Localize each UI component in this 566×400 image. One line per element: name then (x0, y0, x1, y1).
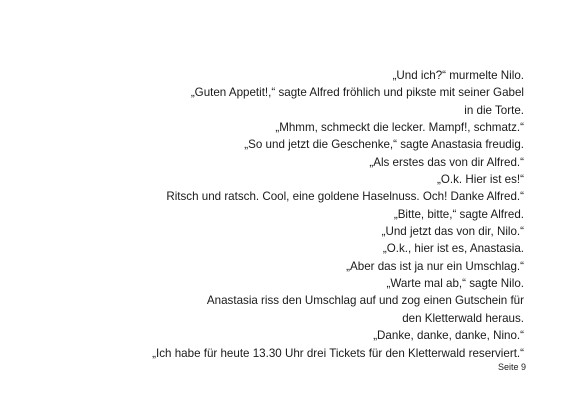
text-line: „O.k. Hier ist es!“ (437, 173, 524, 187)
text-line: „Danke, danke, danke, Nino.“ (373, 329, 524, 343)
story-text (104, 67, 524, 362)
text-line: „Ich habe für heute 13.30 Uhr drei Tickets für den Kletterwald reserviert.“ (152, 346, 524, 360)
text-line: „Und jetzt das von dir, Nilo.“ (381, 225, 524, 239)
text-line: den Kletterwald heraus. (402, 311, 524, 325)
text-line: „O.k., hier ist es, Anastasia. (382, 242, 524, 256)
text-line: „Mhmm, schmeckt die lecker. Mampf!, schmatz.“ (275, 121, 524, 135)
text-line: „Warte mal ab,“ sagte Nilo. (386, 277, 524, 291)
text-line: „Aber das ist ja nur ein Umschlag.“ (346, 259, 524, 273)
text-line: „Bitte, bitte,“ sagte Alfred. (393, 207, 524, 221)
page-number: Seite 9 (497, 362, 526, 372)
text-line: in die Torte. (464, 103, 524, 117)
text-line: „Guten Appetit!,“ sagte Alfred fröhlich und pikste mit seiner Gabel (190, 86, 524, 100)
text-line: „So und jetzt die Geschenke,“ sagte Anastasia freudig. (244, 138, 524, 152)
text-line: Ritsch und ratsch. Cool, eine goldene Haselnuss. Och! Danke Alfred.“ (166, 190, 524, 204)
text-line: „Als erstes das von dir Alfred.“ (369, 155, 524, 169)
text-line: „Und ich?“ murmelte Nilo. (392, 69, 524, 82)
text-line: Anastasia riss den Umschlag auf und zog einen Gutschein für (206, 294, 524, 308)
